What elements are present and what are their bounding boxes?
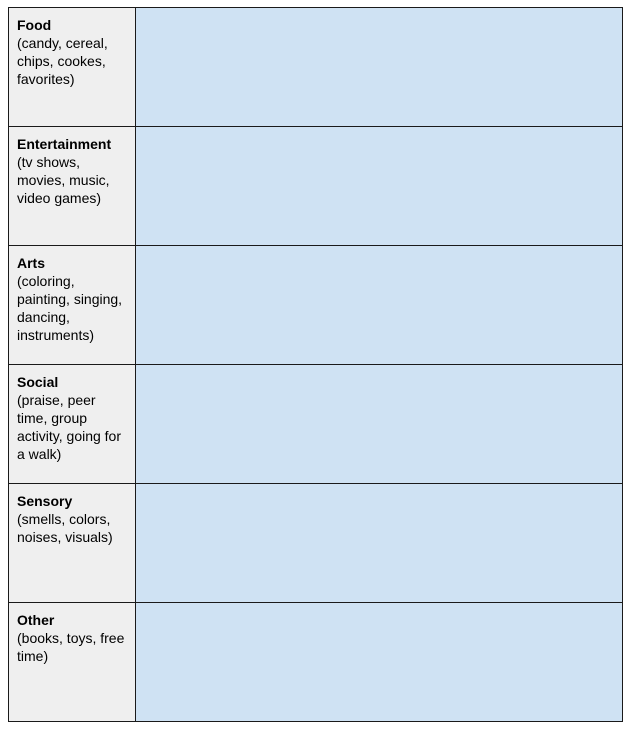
category-label-other [9,603,136,722]
answer-field-social[interactable] [136,365,623,484]
table-row-sensory [9,484,623,603]
category-examples: (books, toys, free time) [17,630,125,664]
category-label-social [9,365,136,484]
answer-field-food[interactable] [136,8,623,127]
table-row-entertainment [9,127,623,246]
table-row-other [9,603,623,722]
category-examples: (coloring, painting, singing, dancing, instruments) [17,273,123,343]
category-name: Other [17,612,55,628]
category-label-arts [9,246,136,365]
answer-field-entertainment[interactable] [136,127,623,246]
category-label-entertainment [9,127,136,246]
table-row-social [9,365,623,484]
category-name: Social [17,374,59,390]
category-examples: (candy, cereal, chips, cookes, favorites) [17,35,108,87]
category-label-food [9,8,136,127]
category-name: Arts [17,255,46,271]
category-name: Entertainment [17,136,112,152]
table-row-arts [9,246,623,365]
preferences-table [8,7,623,722]
category-name: Food [17,17,52,33]
category-label-sensory [9,484,136,603]
table-row-food [9,8,623,127]
category-examples: (smells, colors, noises, visuals) [17,511,113,545]
category-name: Sensory [17,493,73,509]
category-examples: (praise, peer time, group activity, going for a walk) [17,392,122,462]
category-examples: (tv shows, movies, music, video games) [17,154,110,206]
answer-field-sensory[interactable] [136,484,623,603]
answer-field-arts[interactable] [136,246,623,365]
answer-field-other[interactable] [136,603,623,722]
